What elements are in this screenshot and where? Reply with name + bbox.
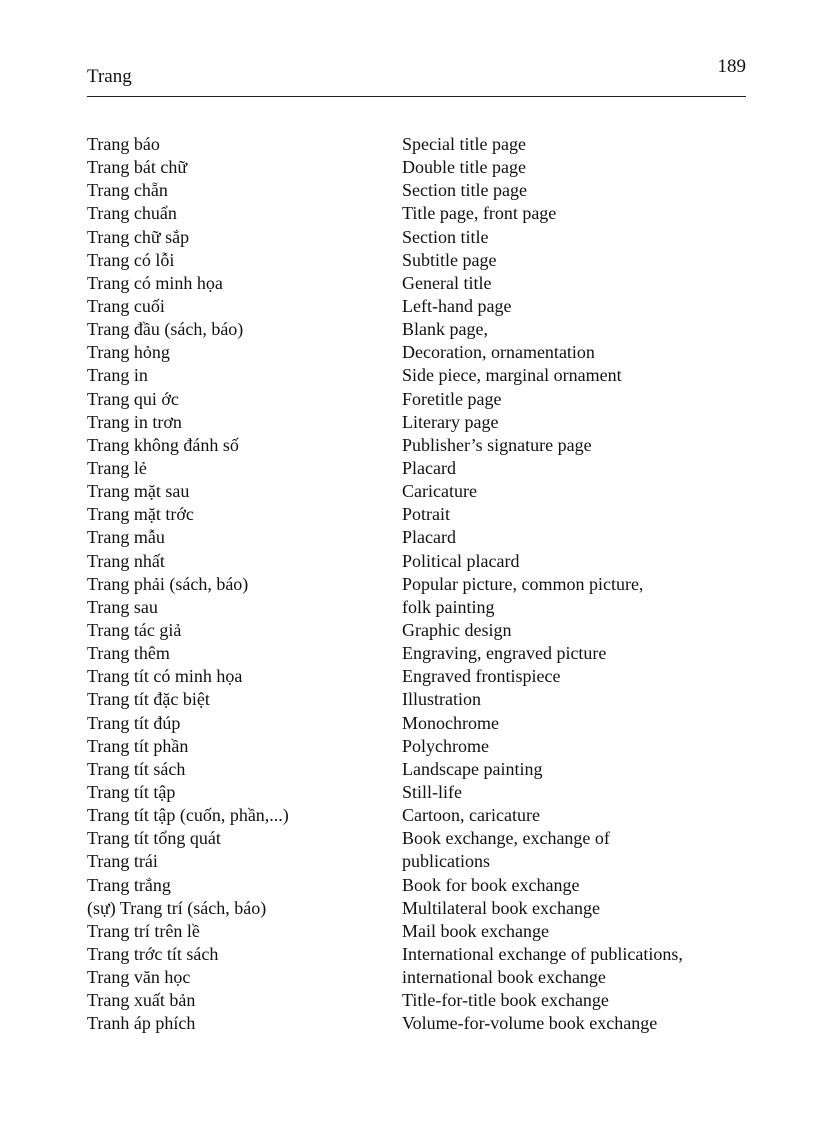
entry-translation: Engraved frontispiece — [402, 666, 561, 687]
entry-term: Trang chữ sắp — [87, 226, 190, 247]
glossary-entry — [87, 550, 747, 573]
entry-term: Trang in — [87, 365, 148, 386]
glossary-entry — [87, 226, 747, 249]
entry-translation: Left-hand page — [402, 295, 512, 316]
entry-term: Trang cuối — [87, 295, 165, 316]
entry-term: Trang tít tập (cuốn, phần,...) — [87, 805, 289, 826]
glossary-entry — [87, 573, 747, 596]
entry-translation: Mail book exchange — [402, 920, 549, 941]
header-title: Trang — [87, 66, 132, 87]
entry-translation: international book exchange — [402, 967, 606, 988]
entry-translation: Book for book exchange — [402, 874, 580, 895]
entry-term: Trang nhất — [87, 550, 165, 571]
entry-translation: Blank page, — [402, 319, 488, 340]
entry-translation: Subtitle page — [402, 249, 497, 270]
glossary-list — [87, 133, 747, 1035]
entry-term: Trang thêm — [87, 643, 170, 664]
entry-translation: Political placard — [402, 550, 520, 571]
entry-term: Trang tác giả — [87, 619, 182, 640]
glossary-entry — [87, 758, 747, 781]
glossary-entry — [87, 827, 747, 850]
glossary-entry — [87, 133, 747, 156]
glossary-entry — [87, 943, 747, 966]
glossary-entry — [87, 388, 747, 411]
glossary-entry — [87, 712, 747, 735]
entry-translation: Graphic design — [402, 619, 512, 640]
entry-term: Trang tít tổng quát — [87, 828, 221, 849]
entry-translation: Foretitle page — [402, 388, 502, 409]
entry-term: Trang mặt trớc — [87, 504, 194, 525]
glossary-entry — [87, 688, 747, 711]
entry-term: Trang mẫu — [87, 527, 165, 548]
entry-term: Trang đầu (sách, báo) — [87, 319, 244, 340]
entry-term: Trang xuất bản — [87, 990, 196, 1011]
entry-term: Trang không đánh số — [87, 434, 239, 455]
entry-translation: Title-for-title book exchange — [402, 990, 609, 1011]
glossary-entry — [87, 989, 747, 1012]
glossary-entry — [87, 156, 747, 179]
glossary-entry — [87, 920, 747, 943]
entry-translation: Illustration — [402, 689, 481, 710]
glossary-entry — [87, 665, 747, 688]
entry-term: (sự) Trang trí (sách, báo) — [87, 897, 267, 918]
running-header — [87, 56, 746, 97]
entry-term: Trang tít đúp — [87, 712, 181, 733]
entry-translation: folk painting — [402, 596, 495, 617]
entry-translation: Volume-for-volume book exchange — [402, 1013, 658, 1034]
entry-term: Trang sau — [87, 596, 158, 617]
entry-translation: Potrait — [402, 504, 450, 525]
entry-translation: Polychrome — [402, 735, 489, 756]
entry-translation: Placard — [402, 527, 456, 548]
entry-translation: publications — [402, 851, 490, 872]
glossary-entry — [87, 364, 747, 387]
glossary-entry — [87, 735, 747, 758]
page-number: 189 — [717, 56, 746, 77]
entry-term: Trang báo — [87, 134, 160, 154]
glossary-entry — [87, 272, 747, 295]
glossary-entry — [87, 503, 747, 526]
entry-term: Trang tít phần — [87, 735, 189, 756]
glossary-entry — [87, 1012, 747, 1035]
entry-translation: Multilateral book exchange — [402, 897, 600, 918]
glossary-entry — [87, 457, 747, 480]
glossary-entry — [87, 434, 747, 457]
glossary-entry — [87, 781, 747, 804]
entry-term: Trang có minh họa — [87, 272, 223, 293]
entry-translation: Placard — [402, 457, 456, 478]
glossary-entry — [87, 179, 747, 202]
entry-term: Trang trớc tít sách — [87, 943, 219, 964]
entry-translation: Literary page — [402, 411, 499, 432]
entry-translation: Engraving, engraved picture — [402, 643, 607, 664]
entry-translation: Still-life — [402, 781, 462, 802]
entry-term: Trang tít tập — [87, 781, 176, 802]
entry-term: Trang chẵn — [87, 180, 168, 201]
glossary-entry — [87, 526, 747, 549]
entry-term: Trang văn học — [87, 967, 191, 988]
entry-term: Trang phải (sách, báo) — [87, 573, 249, 594]
entry-translation: Special title page — [402, 134, 526, 154]
glossary-entry — [87, 411, 747, 434]
entry-translation: Section title — [402, 226, 489, 247]
glossary-entry — [87, 966, 747, 989]
glossary-entry — [87, 202, 747, 225]
entry-term: Tranh áp phích — [87, 1013, 196, 1034]
entry-translation: Decoration, ornamentation — [402, 342, 595, 363]
entry-term: Trang bát chữ — [87, 157, 188, 178]
entry-translation: Double title page — [402, 157, 526, 178]
entry-translation: International exchange of publications, — [402, 943, 683, 964]
glossary-entry — [87, 642, 747, 665]
entry-translation: Landscape painting — [402, 758, 543, 779]
glossary-entry — [87, 897, 747, 920]
entry-term: Trang trái — [87, 851, 158, 872]
glossary-entry — [87, 596, 747, 619]
entry-term: Trang chuẩn — [87, 203, 177, 224]
glossary-entry — [87, 341, 747, 364]
entry-term: Trang lẻ — [87, 457, 147, 478]
glossary-entry — [87, 850, 747, 873]
entry-term: Trang hỏng — [87, 342, 170, 363]
glossary-entry — [87, 249, 747, 272]
glossary-entry — [87, 318, 747, 341]
glossary-entry — [87, 619, 747, 642]
entry-term: Trang tít có minh họa — [87, 666, 243, 687]
glossary-entry — [87, 480, 747, 503]
entry-term: Trang trí trên lề — [87, 920, 200, 941]
entry-term: Trang trắng — [87, 874, 171, 895]
entry-term: Trang tít sách — [87, 758, 186, 779]
glossary-entry — [87, 804, 747, 827]
entry-translation: Caricature — [402, 481, 477, 502]
entry-translation: Side piece, marginal ornament — [402, 365, 622, 386]
entry-translation: Title page, front page — [402, 203, 557, 224]
entry-translation: Section title page — [402, 180, 527, 201]
entry-translation: Cartoon, caricature — [402, 805, 540, 826]
entry-term: Trang có lỗi — [87, 249, 175, 270]
entry-term: Trang mặt sau — [87, 481, 190, 502]
entry-translation: Monochrome — [402, 712, 499, 733]
glossary-entry — [87, 295, 747, 318]
entry-term: Trang qui ớc — [87, 388, 179, 409]
entry-term: Trang tít đặc biệt — [87, 689, 210, 710]
entry-translation: Publisher’s signature page — [402, 434, 592, 455]
glossary-entry — [87, 874, 747, 897]
entry-translation: Popular picture, common picture, — [402, 573, 644, 594]
entry-term: Trang in trơn — [87, 411, 182, 432]
entry-translation: General title — [402, 272, 492, 293]
entry-translation: Book exchange, exchange of — [402, 828, 610, 849]
